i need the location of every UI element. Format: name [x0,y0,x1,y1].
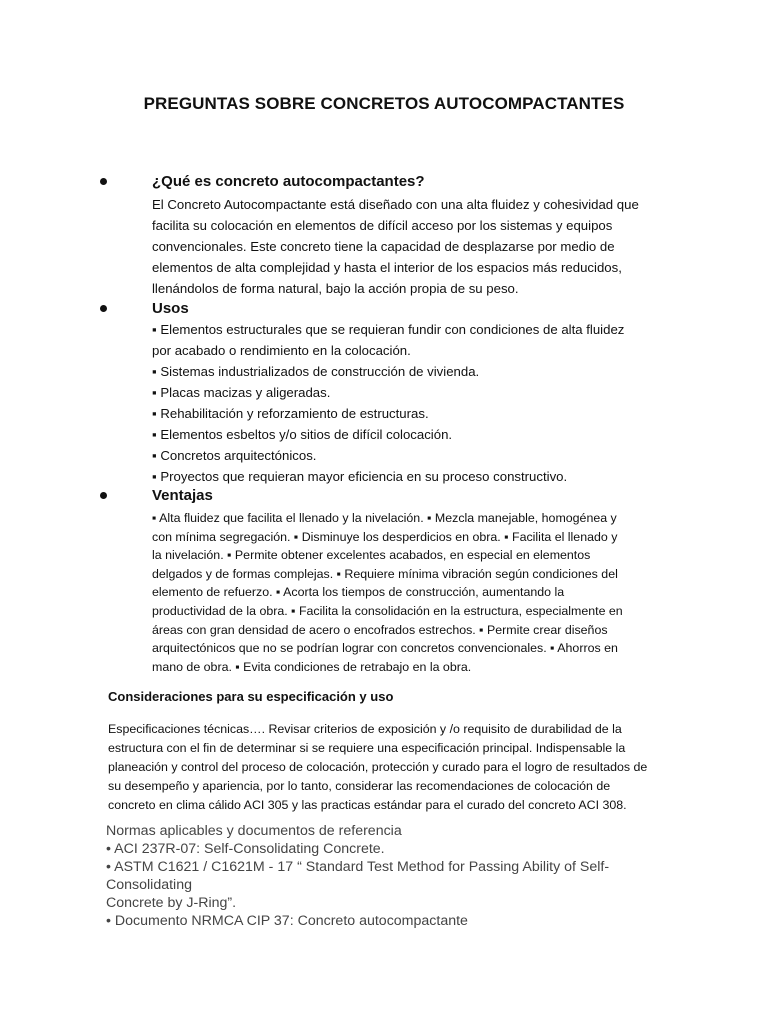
text-line: delgados y de formas complejas. ▪ Requiere mínima vibración según condiciones del [152,566,618,581]
text-line: convencionales. Este concreto tiene la capacidad de desplazarse por medio de [152,239,615,254]
list-item: ▪ Rehabilitación y reforzamiento de estructuras. [152,406,429,421]
consideraciones-heading: Consideraciones para su especificación y uso [108,689,394,704]
section-heading-que-es: ¿Qué es concreto autocompactantes? [152,173,425,190]
list-item: por acabado o rendimiento en la colocación. [152,343,411,358]
text-line: estructura con el fin de determinar si se requiere una especificación principal. Indispensable la [108,741,626,755]
list-item: ▪ Concretos arquitectónicos. [152,448,317,463]
text-line: su desempeño y apariencia, por lo tanto, considerar las recomendaciones de colocación de [108,779,611,793]
list-item: ▪ Sistemas industrializados de construcción de vivienda. [152,364,480,379]
text-line: Especificaciones técnicas…. Revisar criterios de exposición y /o requisito de durabilidad de la [108,722,622,736]
text-line: la nivelación. ▪ Permite obtener excelentes acabados, en especial en elementos [152,548,591,563]
reference-item: Concrete by J-Ring”. [106,895,237,911]
text-line: elementos de alta complejidad y hasta el interior de los espacios más reducidos, [152,260,622,275]
list-item: ▪ Elementos estructurales que se requieran fundir con condiciones de alta fluidez [152,322,625,337]
reference-item: Consolidating [106,877,192,893]
text-line: áreas con gran densidad de acero o encofrados estrechos. ▪ Permite crear diseños [152,622,608,637]
bullet-icon [100,492,107,499]
text-line: El Concreto Autocompactante está diseñado con una alta fluidez y cohesividad que [152,197,639,212]
bullet-icon [100,305,107,312]
consideraciones-paragraph [108,720,668,815]
list-item: ▪ Placas macizas y aligeradas. [152,385,331,400]
text-line: productividad de la obra. ▪ Facilita la consolidación en la estructura, especialmente en [152,603,623,618]
text-line: arquitectónicos que no se podrían lograr con concretos convencionales. ▪ Ahorros en [152,641,618,656]
text-line: elemento de refuerzo. ▪ Acorta los tiempos de construcción, aumentando la [152,585,565,600]
normas-heading: Normas aplicables y documentos de referencia [106,823,402,839]
que-es-paragraph [152,194,664,299]
text-line: llenándolos de forma natural, bajo la acción propia de su peso. [152,281,519,296]
section-heading-usos: Usos [152,300,189,317]
text-line: con mínima segregación. ▪ Disminuye los desperdicios en obra. ▪ Facilita el llenado y [152,529,618,544]
text-line: ▪ Alta fluidez que facilita el llenado y la nivelación. ▪ Mezcla manejable, homogénea y [152,511,617,525]
reference-item: • ACI 237R-07: Self-Consolidating Concrete. [106,841,385,857]
text-line: planeación y control del proceso de colocación, protección y curado para el logro de resultados de [108,760,648,774]
text-line: facilita su colocación en elementos de difícil acceso por los sistemas y equipos [152,218,613,233]
section-heading-ventajas: Ventajas [152,487,213,504]
ventajas-paragraph [152,509,664,676]
reference-item: • ASTM C1621 / C1621M - 17 “ Standard Test Method for Passing Ability of Self- [106,859,610,875]
list-item: ▪ Proyectos que requieran mayor eficiencia en su proceso constructivo. [152,469,568,484]
text-line: concreto en clima cálido ACI 305 y las practicas estándar para el curado del concreto ACI 308. [108,798,627,812]
list-item: ▪ Elementos esbeltos y/o sitios de difícil colocación. [152,427,453,442]
normas-section [106,822,686,930]
reference-item: • Documento NRMCA CIP 37: Concreto autocompactante [106,913,468,929]
usos-list [152,319,664,487]
page-title: PREGUNTAS SOBRE CONCRETOS AUTOCOMPACTANTES [143,94,625,113]
bullet-icon [100,178,107,185]
text-line: mano de obra. ▪ Evita condiciones de retrabajo en la obra. [152,659,472,674]
